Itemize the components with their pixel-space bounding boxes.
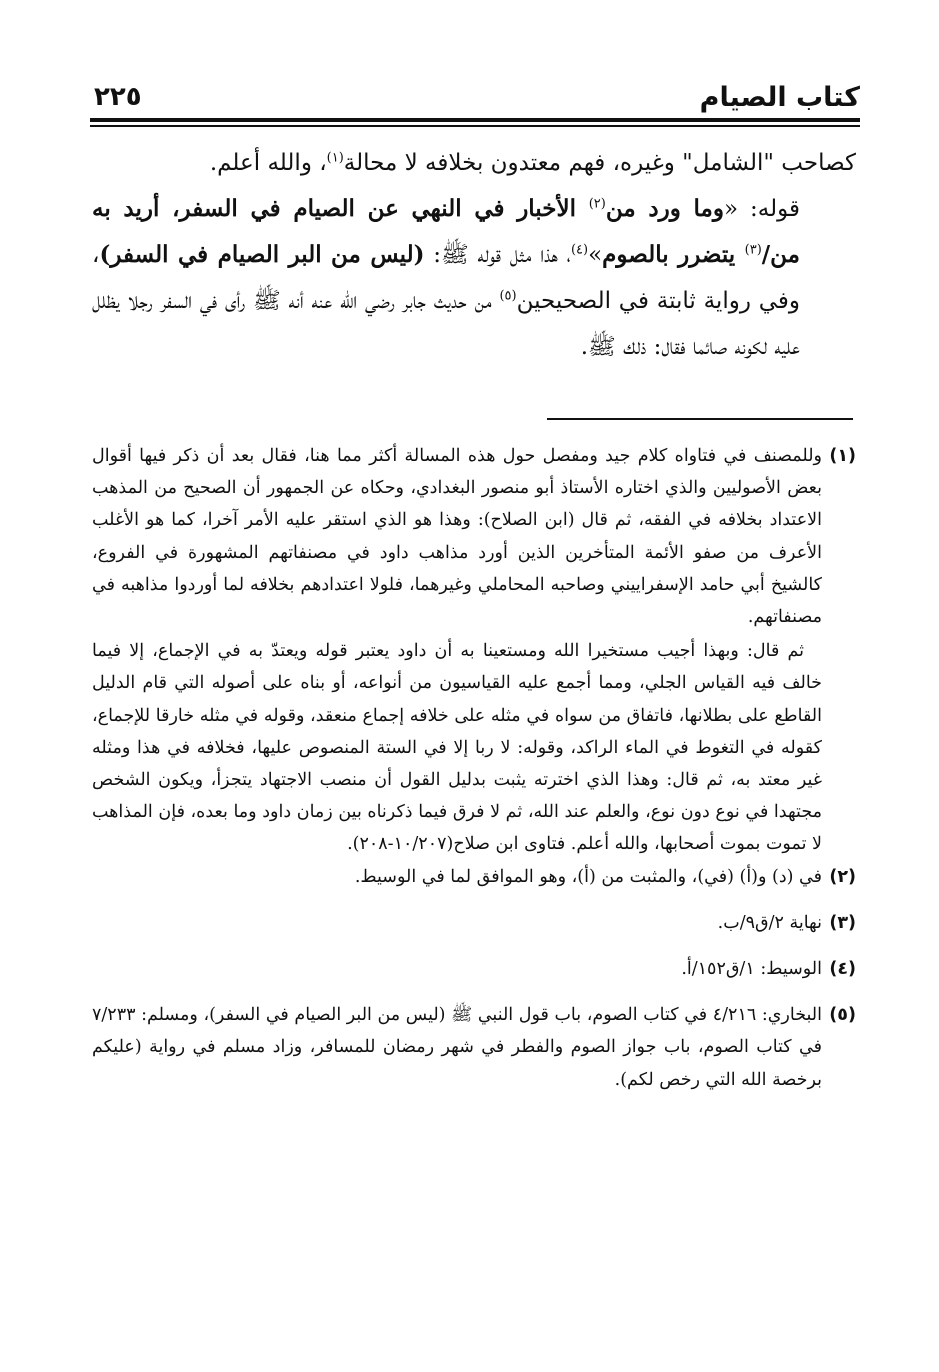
footnote-number: (٢) xyxy=(829,866,856,887)
footnote-ref-2: (٢) xyxy=(588,196,606,212)
footnote-text: الوسيط: ١/ق١٥٢/أ. xyxy=(681,959,822,980)
footnote-3 xyxy=(92,907,856,939)
footnote-text: ثم قال: وبهذا أجيب مستخيرا الله ومستعينا به أن داود يعتبر قوله ويعتدّ به في الإجماع، إلا فيما خالف فيه القياس الجلي، ومما أجمع عليه القياسيون من أنواعه، أو بناه على أصوله التي قام الدليل القاطع على بطلانها، فاتفاق من سواه في مثله على خلافه إجماع منعقد، وقوله في مثله خارقا للإجماع، كقوله في التغوط في الماء الراكد، وقوله: لا ربا إلا في الستة المنصوص عليها، فخلافه في هذا ومثله غير معتد به، ثم قال: وهذا الذي اخترته يثبت بدليل القول أن منصب الاجتهاد يتجزأ، ويكون الشخص مجتهدا في نوع دون نوع، والعلم عند الله، ثم لا فرق فيما ذكرناه بين زمان داود وما بعده، فإن المذاهب لا تموت بموت أصحابها، والله أعلم. فتاوى ابن صلاح(١٠/٢٠٧-٢٠٨). xyxy=(92,641,822,855)
p2-c: الأخبار في النهي عن الصيام في السفر، أريد به من/ xyxy=(92,195,800,268)
header-rule xyxy=(90,118,860,127)
page-number: ٢٢٥ xyxy=(94,82,142,112)
footnote-1 xyxy=(92,440,856,633)
p2-e: » xyxy=(588,242,603,268)
footnote-separator xyxy=(547,418,853,420)
p2-h: ، وفي رواية ثابتة في الصحيحين xyxy=(92,242,800,314)
p2-f: ، هذا مثل قوله ﷺ: xyxy=(424,242,571,268)
footnote-number: (٣) xyxy=(829,912,856,933)
footnote-1-continued xyxy=(92,635,856,860)
footnote-ref-3: (٣) xyxy=(744,242,762,258)
page-header xyxy=(90,78,860,118)
footnote-number: (٤) xyxy=(829,959,856,980)
p2-g-hadith: (ليس من البر الصيام في السفر) xyxy=(99,241,425,268)
main-text xyxy=(92,140,856,370)
p2-i: من حديث جابر رضي الله عنه أنه ﷺ رأى في السفر رجلا يظلل عليه لكونه صائما فقال: ذلك ﷺ. xyxy=(92,288,800,360)
footnote-2 xyxy=(92,861,856,893)
running-title: كتاب الصيام xyxy=(699,82,860,113)
footnote-number: (١) xyxy=(829,446,856,466)
p1-end: ، والله أعلم. xyxy=(209,150,327,176)
p2-a: قوله: « xyxy=(723,196,800,222)
footnote-5 xyxy=(92,999,856,1096)
footnote-text: في (د) و(أ) (في)، والمثبت من (أ)، وهو الموافق لما في الوسيط. xyxy=(354,866,822,887)
main-paragraph-2 xyxy=(92,186,856,370)
footnotes xyxy=(92,440,856,1098)
footnote-number: (٥) xyxy=(829,1005,856,1026)
footnote-4 xyxy=(92,953,856,985)
footnote-text: البخاري: ٤/٢١٦ في كتاب الصوم، باب قول النبي ﷺ (ليس من البر الصيام في السفر)، ومسلم: ٧/٢٣٣ في كتاب الصوم، باب جواز الصوم والفطر في شهر رمضان للمسافر، وزاد مسلم في رواية (عليكم برخصة الله التي رخص لكم). xyxy=(92,1005,822,1090)
p2-b: وما ورد من xyxy=(605,195,724,222)
footnote-ref-5: (٥) xyxy=(499,288,517,304)
footnote-ref-4: (٤) xyxy=(570,242,589,258)
main-paragraph-1 xyxy=(92,140,856,186)
p2-d: يتضرر بالصوم xyxy=(602,241,745,268)
footnote-text: نهاية ٢/ق٩/ب. xyxy=(717,912,822,933)
footnote-text: وللمصنف في فتاواه كلام جيد ومفصل حول هذه المسالة أكثر مما هنا، فقال بعد أن ذكر فيها أقوال بعض الأصوليين والذي اختاره الأستاذ أبو منصور البغدادي، وحكاه عن الجمهور أن الصحيح من المذهب الاعتداد بخلافه في الفقه، ثم قال (ابن الصلاح): وهذا هو الذي استقر عليه الأمر آخرا، كما هو الأغلب الأعرف من صفو الأئمة المتأخرين الذين أورد مذاهب داود في مصنفاتهم المشهورة في الفروع، كالشيخ أبي حامد الإسفراييني وصاحبه المحاملي وغيرهما، فلولا اعتدادهم بخلافه لما أوردوا مذاهبه في مصنفاتهم. xyxy=(92,446,822,628)
footnote-ref-1: (١) xyxy=(326,150,344,166)
p1-text: كصاحب "الشامل" وغيره، فهم معتدون بخلافه لا محالة xyxy=(343,150,856,176)
